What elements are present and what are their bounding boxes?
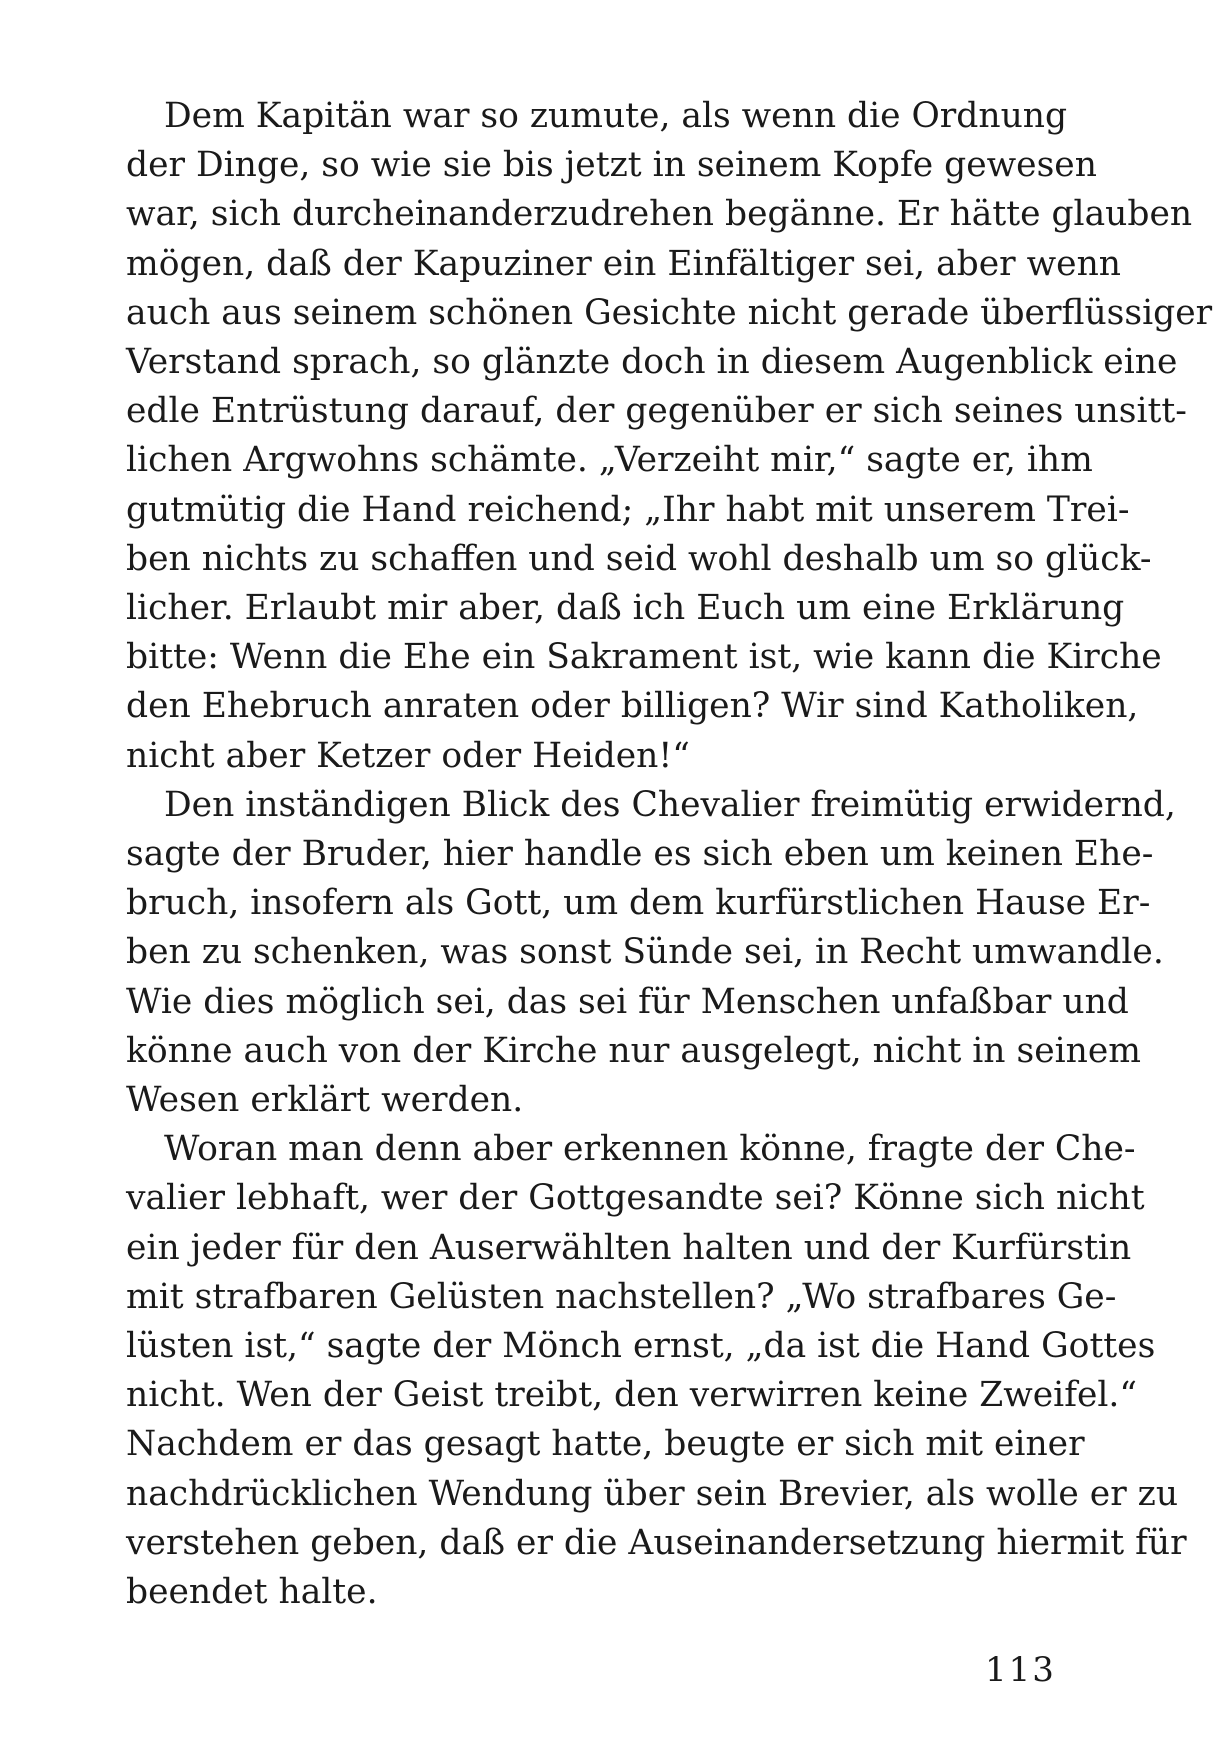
text-line: Wesen erklärt werden. bbox=[126, 1080, 524, 1121]
page-body-text bbox=[126, 92, 1213, 1617]
text-line: Nachdem er das gesagt hatte, beugte er sich mit einer bbox=[126, 1424, 1085, 1465]
text-line: verstehen geben, daß er die Auseinandersetzung hiermit für bbox=[126, 1522, 1187, 1563]
text-line: nicht. Wen der Geist treibt, den verwirren keine Zweifel.“ bbox=[126, 1375, 1138, 1416]
text-line: nicht aber Ketzer oder Heiden!“ bbox=[126, 735, 690, 776]
page-number: 113 bbox=[985, 1650, 1056, 1690]
text-line: Wie dies möglich sei, das sei für Menschen unfaßbar und bbox=[126, 981, 1129, 1022]
text-line: Woran man denn aber erkennen könne, fragte der Che- bbox=[164, 1129, 1136, 1170]
text-line: bruch, insofern als Gott, um dem kurfürstlichen Hause Er- bbox=[126, 883, 1151, 924]
text-line: der Dinge, so wie sie bis jetzt in seinem Kopfe gewesen bbox=[126, 145, 1097, 186]
text-line: auch aus seinem schönen Gesichte nicht gerade überflüssiger bbox=[126, 292, 1213, 333]
text-line: Dem Kapitän war so zumute, als wenn die Ordnung bbox=[164, 96, 1068, 136]
text-line: war, sich durcheinanderzudrehen begänne. Er hätte glauben bbox=[126, 194, 1193, 235]
text-line: edle Entrüstung darauf, der gegenüber er sich seines unsitt- bbox=[126, 391, 1187, 432]
text-line: sagte der Bruder, hier handle es sich eben um keinen Ehe- bbox=[126, 834, 1154, 875]
text-line: den Ehebruch anraten oder billigen? Wir sind Katholiken, bbox=[126, 686, 1139, 727]
text-line: Den inständigen Blick des Chevalier freimütig erwidernd, bbox=[164, 784, 1176, 825]
text-line: ein jeder für den Auserwählten halten und der Kurfürstin bbox=[126, 1227, 1132, 1268]
text-line: bitte: Wenn die Ehe ein Sakrament ist, wie kann die Kirche bbox=[126, 637, 1162, 678]
text-line: nachdrücklichen Wendung über sein Brevier, als wolle er zu bbox=[126, 1473, 1179, 1514]
text-line: Verstand sprach, so glänzte doch in diesem Augenblick eine bbox=[126, 342, 1178, 383]
text-line: valier lebhaft, wer der Gottgesandte sei? Könne sich nicht bbox=[126, 1178, 1145, 1219]
text-line: licher. Erlaubt mir aber, daß ich Euch um eine Erklärung bbox=[126, 588, 1125, 629]
text-line: könne auch von der Kirche nur ausgelegt, nicht in seinem bbox=[126, 1030, 1142, 1071]
text-line: gutmütig die Hand reichend; „Ihr habt mit unserem Trei- bbox=[126, 489, 1130, 530]
text-line: beendet halte. bbox=[126, 1572, 378, 1613]
text-line: ben zu schenken, was sonst Sünde sei, in Recht umwandle. bbox=[126, 932, 1164, 973]
text-line: mit strafbaren Gelüsten nachstellen? „Wo strafbares Ge- bbox=[126, 1276, 1117, 1317]
text-line: lüsten ist,“ sagte der Mönch ernst, „da ist die Hand Gottes bbox=[126, 1326, 1156, 1367]
text-line: ben nichts zu schaffen und seid wohl deshalb um so glück- bbox=[126, 538, 1152, 579]
text-line: mögen, daß der Kapuziner ein Einfältiger sei, aber wenn bbox=[126, 243, 1122, 284]
text-line: lichen Argwohns schämte. „Verzeiht mir,“ sagte er, ihm bbox=[126, 440, 1093, 481]
